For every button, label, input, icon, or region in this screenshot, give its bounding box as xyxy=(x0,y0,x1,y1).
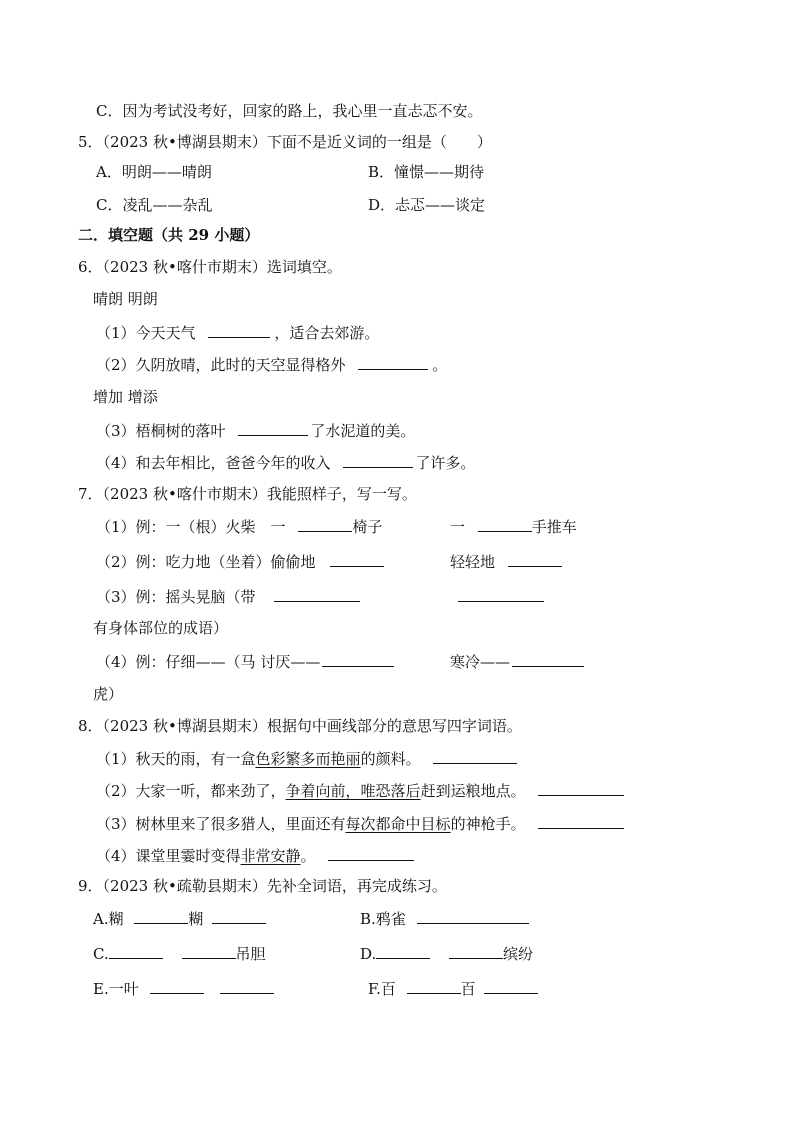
answer-blank[interactable] xyxy=(298,516,352,532)
q8-item-3-text-end: 的神枪手。 xyxy=(450,815,526,833)
q9-item-e-prefix: E.一叶 xyxy=(93,980,139,998)
answer-blank[interactable] xyxy=(407,978,461,994)
q6-item-3-text-end: 了水泥道的美。 xyxy=(310,422,416,440)
q8-item-4-underlined: 非常安静 xyxy=(240,847,301,865)
answer-blank[interactable] xyxy=(109,943,163,959)
answer-blank[interactable] xyxy=(538,780,624,796)
q8-item-1 xyxy=(96,748,517,769)
q7-row-1-b-word: 手推车 xyxy=(531,518,577,536)
q9-item-b xyxy=(360,908,529,929)
q7-row-4-wrap: 虎） xyxy=(93,685,124,703)
q8-item-1-underlined: 色彩繁多而艳丽 xyxy=(255,750,361,768)
q4-option-c: C．因为考试没考好，回家的路上，我心里一直忐忑不安。 xyxy=(96,102,483,120)
q8-item-2-text: （2）大家一听，都来劲了， xyxy=(96,782,286,800)
q8-stem: 8．（2023 秋•博湖县期末）根据句中画线部分的意思写四字词语。 xyxy=(78,717,522,735)
answer-blank[interactable] xyxy=(508,551,562,567)
answer-blank[interactable] xyxy=(212,908,266,924)
q9-item-f-mid: 百 xyxy=(460,980,476,998)
answer-blank[interactable] xyxy=(538,813,624,829)
answer-blank[interactable] xyxy=(484,978,538,994)
q9-item-f xyxy=(368,978,538,999)
q7-row-1-b-text: 一 xyxy=(450,518,466,536)
q7-row-3-wrap: 有身体部位的成语） xyxy=(93,619,229,637)
q7-row-4-b xyxy=(450,651,584,672)
answer-blank[interactable] xyxy=(330,551,384,567)
q5-stem: 5．（2023 秋•博湖县期末）下面不是近义词的一组是（ ） xyxy=(78,133,492,151)
q7-row-3 xyxy=(96,586,360,607)
answer-blank[interactable] xyxy=(478,516,532,532)
q8-item-4-text-end: 。 xyxy=(300,847,316,865)
answer-blank[interactable] xyxy=(182,943,236,959)
answer-blank[interactable] xyxy=(358,354,428,370)
q8-item-1-text: （1）秋天的雨，有一盒 xyxy=(96,750,256,768)
q6-item-4-text-end: 了许多。 xyxy=(415,454,476,472)
q5-option-b: B．憧憬——期待 xyxy=(368,163,485,181)
q8-item-3-underlined: 每次都命中目标 xyxy=(345,815,451,833)
q6-item-1 xyxy=(96,322,379,343)
q7-row-4-b-text: 寒冷—— xyxy=(450,653,511,671)
q6-item-3 xyxy=(96,420,415,441)
q9-item-a xyxy=(93,908,266,929)
q8-item-3-text: （3）树林里来了很多猎人，里面还有 xyxy=(96,815,346,833)
answer-blank[interactable] xyxy=(376,943,430,959)
q6-item-1-text-end: ，适合去郊游。 xyxy=(274,324,380,342)
q9-item-b-prefix: B.鸦雀 xyxy=(360,910,406,928)
answer-blank[interactable] xyxy=(512,651,584,667)
q8-item-2 xyxy=(96,780,624,801)
q7-row-1 xyxy=(96,516,382,537)
q7-row-3-example: （3）例：摇头晃脑（带 xyxy=(96,588,256,606)
q9-item-d-prefix: D. xyxy=(360,945,377,963)
answer-blank[interactable] xyxy=(238,420,308,436)
q9-item-d xyxy=(360,943,533,964)
q7-row-1-word: 椅子 xyxy=(352,518,383,536)
answer-blank[interactable] xyxy=(458,586,544,602)
answer-blank[interactable] xyxy=(417,908,529,924)
q8-item-2-text-end: 赶到运粮地点。 xyxy=(420,782,526,800)
q6-item-1-text: （1）今天天气 xyxy=(96,324,196,342)
answer-blank[interactable] xyxy=(343,452,413,468)
q9-item-c-prefix: C. xyxy=(93,945,109,963)
q7-stem: 7．（2023 秋•喀什市期末）我能照样子，写一写。 xyxy=(78,485,417,503)
q6-word-bank-1: 晴朗 明朗 xyxy=(93,290,158,308)
q8-item-4-text: （4）课堂里霎时变得 xyxy=(96,847,241,865)
q9-item-e xyxy=(93,978,274,999)
answer-blank[interactable] xyxy=(208,322,270,338)
answer-blank[interactable] xyxy=(220,978,274,994)
q7-row-2 xyxy=(96,551,384,572)
q6-item-4-text: （4）和去年相比，爸爸今年的收入 xyxy=(96,454,331,472)
q7-row-1-b xyxy=(450,516,577,537)
q8-item-1-text-end: 的颜料。 xyxy=(360,750,421,768)
answer-blank[interactable] xyxy=(449,943,503,959)
answer-blank[interactable] xyxy=(433,748,517,764)
q8-item-2-underlined: 争着向前，唯恐落后 xyxy=(285,782,421,800)
q6-item-2-text-end: 。 xyxy=(432,356,448,374)
q6-item-4 xyxy=(96,452,475,473)
q5-option-d: D．忐忑——谈定 xyxy=(368,196,486,214)
answer-blank[interactable] xyxy=(134,908,188,924)
answer-blank[interactable] xyxy=(328,845,414,861)
q7-row-2-b-text: 轻轻地 xyxy=(450,553,496,571)
q5-option-c: C．凌乱——杂乱 xyxy=(96,196,213,214)
section-title: 二．填空题（共 29 小题） xyxy=(78,226,260,244)
q9-item-f-prefix: F.百 xyxy=(368,980,396,998)
q6-stem: 6．（2023 秋•喀什市期末）选词填空。 xyxy=(78,258,342,276)
q7-row-1-example: （1）例：一（根）火柴 一 xyxy=(96,518,286,536)
q7-row-3-b xyxy=(458,586,544,607)
q7-row-2-b xyxy=(450,551,562,572)
q5-option-a: A．明朗——晴朗 xyxy=(96,163,212,181)
q8-item-4 xyxy=(96,845,414,866)
q9-item-c xyxy=(93,943,266,964)
q9-item-a-prefix: A.糊 xyxy=(93,910,124,928)
q6-word-bank-2: 增加 增添 xyxy=(93,388,158,406)
q9-stem: 9．（2023 秋•疏勒县期末）先补全词语，再完成练习。 xyxy=(78,877,447,895)
q7-row-2-example: （2）例：吃力地（坐着）偷偷地 xyxy=(96,553,316,571)
q9-item-d-word: 缤纷 xyxy=(503,945,534,963)
q8-item-3 xyxy=(96,813,624,834)
q9-item-a-mid: 糊 xyxy=(188,910,204,928)
q6-item-2 xyxy=(96,354,447,375)
answer-blank[interactable] xyxy=(274,586,360,602)
answer-blank[interactable] xyxy=(322,651,394,667)
q6-item-2-text: （2）久阴放晴，此时的天空显得格外 xyxy=(96,356,346,374)
answer-blank[interactable] xyxy=(150,978,204,994)
q7-row-4 xyxy=(96,651,394,672)
q6-item-3-text: （3）梧桐树的落叶 xyxy=(96,422,226,440)
q9-item-c-word: 吊胆 xyxy=(235,945,266,963)
q7-row-4-example: （4）例：仔细——（马 讨厌—— xyxy=(96,653,321,671)
